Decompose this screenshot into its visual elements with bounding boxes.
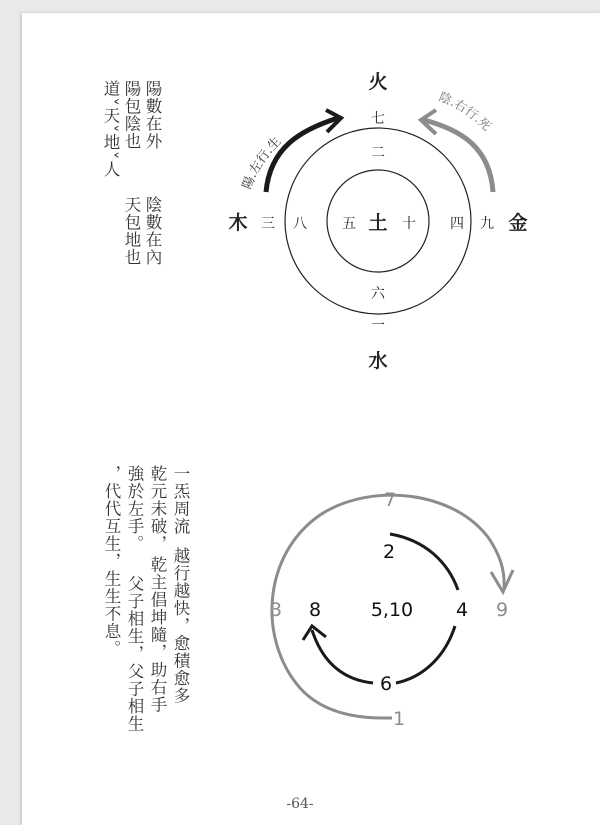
bottom-text-col2b: 乾主倡坤隨，助右手 — [148, 556, 167, 714]
number-one: 一 — [371, 318, 385, 334]
right-arrow-label: 陰.右行.死 — [436, 88, 495, 134]
bottom-text-col4: ，代代互生，生生不息。 — [102, 465, 121, 658]
inner-dark-arc-top — [390, 534, 458, 590]
top-text-col2b: 天包地也 — [122, 196, 141, 266]
top-text-col3: 道˅天˅地˅人 — [101, 80, 120, 178]
bottom-text-col3b: 父子相生，父子相生 — [125, 575, 144, 733]
bottom-text-col3: 強於左手。 — [125, 465, 144, 553]
number-3: 3 — [269, 599, 283, 621]
number-seven: 七 — [371, 111, 385, 127]
number-2: 2 — [382, 541, 396, 563]
bottom-diagram — [270, 489, 513, 730]
top-diagram — [228, 70, 527, 372]
top-text-col1b: 陰數在內 — [143, 196, 162, 266]
top-text-col1: 陽數在外 — [143, 80, 162, 150]
number-five: 五 — [342, 216, 356, 232]
number-8: 8 — [308, 599, 322, 621]
page-number: -64- — [286, 796, 314, 812]
number-6: 6 — [379, 673, 393, 695]
center-5-10: 5,10 — [370, 599, 414, 621]
metal-label: 金 — [508, 212, 528, 234]
bottom-text-col1b: 越行越快，愈積愈多 — [171, 547, 190, 705]
inner-dark-arc-bottom — [312, 630, 373, 683]
number-two: 二 — [371, 145, 385, 161]
top-text-col2: 陽包陰也 — [122, 80, 141, 150]
bottom-text-col2: 乾元未破， — [148, 465, 167, 553]
number-six: 六 — [371, 286, 385, 302]
wood-label: 木 — [228, 212, 248, 234]
number-eight: 八 — [293, 216, 307, 232]
number-1: 1 — [392, 708, 406, 730]
number-9: 9 — [495, 599, 509, 621]
left-arrow-label: 陽.左行.生 — [238, 133, 284, 192]
earth-label: 土 — [368, 212, 388, 234]
number-nine: 九 — [480, 216, 494, 232]
inner-dark-arc-right — [396, 626, 455, 683]
number-ten: 十 — [402, 216, 416, 232]
fire-label: 火 — [368, 71, 388, 93]
water-label: 水 — [368, 350, 388, 372]
bottom-text-col1: 一炁周流 — [171, 465, 190, 535]
number-4: 4 — [455, 599, 469, 621]
number-three: 三 — [261, 216, 275, 232]
number-7: 7 — [383, 489, 397, 511]
number-four: 四 — [450, 216, 464, 232]
